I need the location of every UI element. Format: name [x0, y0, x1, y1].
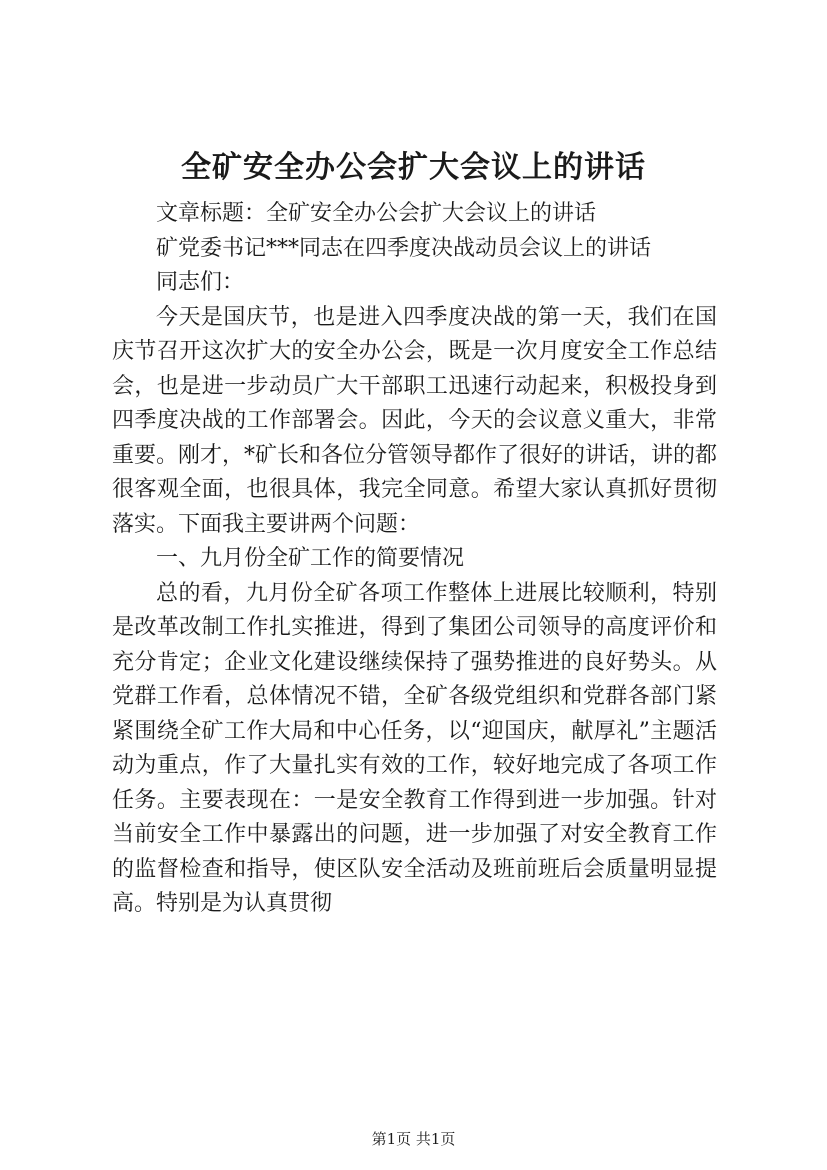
- paragraph-speaker-line: 矿党委书记***同志在四季度决战动员会议上的讲话: [156, 235, 652, 261]
- document-body: [112, 197, 717, 922]
- section-heading-1: 一、九月份全矿工作的简要情况: [156, 546, 465, 571]
- document-title: 全矿安全办公会扩大会议上的讲话: [181, 150, 646, 185]
- paragraph-article-title: 文章标题：全矿安全办公会扩大会议上的讲话: [156, 201, 597, 226]
- paragraph-september-summary: 总的看，九月份全矿各项工作整体上进展比较顺利，特别是改革改制工作扎实推进，得到了集团公司领导的高度评价和充分肯定；企业文化建设继续保持了强势推进的良好势头。从党群工作看，总体情况不错，全矿各级党组织和党群各部门紧紧围绕全矿工作大局和中心任务，以“迎国庆，献厚礼”主题活动为重点，作了大量扎实有效的工作，较好地完成了各项工作任务。主要表现在：一是安全教育工作得到进一步加强。针对当前安全工作中暴露出的问题，进一步加强了对安全教育工作的监督检查和指导，使区队安全活动及班前班后会质量明显提高。特别是为认真贯彻: [112, 580, 717, 916]
- paragraph-opening: 今天是国庆节，也是进入四季度决战的第一天，我们在国庆节召开这次扩大的安全办公会，既是一次月度安全工作总结会，也是进一步动员广大干部职工迅速行动起来，积极投身到四季度决战的工作部署会。因此，今天的会议意义重大，非常重要。刚才，*矿长和各位分管领导都作了很好的讲话，讲的都很客观全面，也很具体，我完全同意。希望大家认真抓好贯彻落实。下面我主要讲两个问题：: [112, 304, 718, 537]
- page-number: 第1页 共1页: [371, 1130, 456, 1148]
- paragraph-salutation: 同志们：: [156, 270, 245, 295]
